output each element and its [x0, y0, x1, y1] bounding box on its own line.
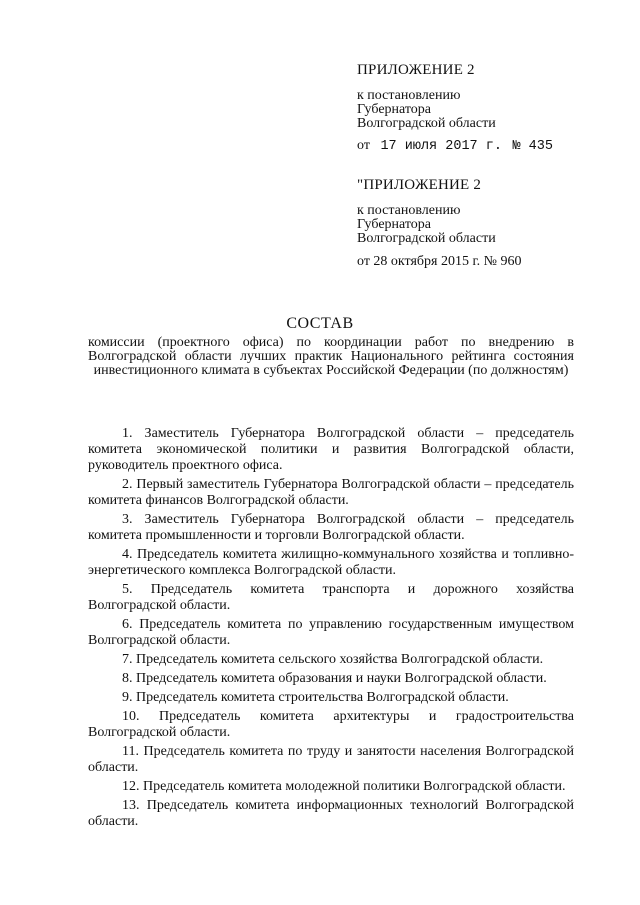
- member-item: 4. Председатель комитета жилищно-коммунального хозяйства и топливно-энергетического комплекса Волгоградской области.: [88, 547, 574, 578]
- appendix-date-prefix: от: [357, 138, 370, 153]
- member-item: 7. Председатель комитета сельского хозяйства Волгоградской области.: [122, 652, 544, 667]
- original-appendix-region: Волгоградской области: [357, 231, 496, 246]
- member-item: 2. Первый заместитель Губернатора Волгоградской области – председатель комитета финансов Волгоградской области.: [88, 477, 574, 508]
- appendix-number: № 435: [512, 139, 553, 154]
- member-item: 1. Заместитель Губернатора Волгоградской области – председатель комитета экономической политики и развития Волгоградской области, руководитель проектного офиса.: [88, 426, 574, 473]
- appendix-to-decree: к постановлению: [357, 88, 461, 103]
- member-item: 9. Председатель комитета строительства Волгоградской области.: [122, 690, 509, 705]
- member-item: 8. Председатель комитета образования и науки Волгоградской области.: [122, 671, 547, 686]
- appendix-region: Волгоградской области: [357, 116, 496, 131]
- members-list: [88, 426, 574, 833]
- appendix-date-line: [357, 138, 553, 155]
- member-item: 10. Председатель комитета архитектуры и градостроительства Волгоградской области.: [88, 709, 574, 740]
- composition-description: комиссии (проектного офиса) по координации работ по внедрению в Волгоградской области лучших практик Национального рейтинга состояния инвестиционного климата в субъектах Российской Федерации (по должностям): [88, 335, 574, 378]
- member-item: 11. Председатель комитета по труду и занятости населения Волгоградской области.: [88, 744, 574, 775]
- member-item: 13. Председатель комитета информационных технологий Волгоградской области.: [88, 798, 574, 829]
- original-appendix-governor: Губернатора: [357, 217, 432, 232]
- member-item: 5. Председатель комитета транспорта и дорожного хозяйства Волгоградской области.: [88, 582, 574, 613]
- member-item: 3. Заместитель Губернатора Волгоградской области – председатель комитета промышленности и торговли Волгоградской области.: [88, 512, 574, 543]
- appendix-header: [357, 62, 627, 131]
- original-appendix-title: "ПРИЛОЖЕНИЕ 2: [357, 177, 482, 193]
- appendix-governor: Губернатора: [357, 102, 432, 117]
- appendix-date: 17 июля 2017 г.: [380, 139, 502, 154]
- appendix-title: ПРИЛОЖЕНИЕ 2: [357, 62, 475, 78]
- original-appendix-date-line: от 28 октября 2015 г. № 960: [357, 254, 522, 269]
- member-item: 6. Председатель комитета по управлению государственным имуществом Волгоградской области.: [88, 617, 574, 648]
- member-item: 12. Председатель комитета молодежной политики Волгоградской области.: [122, 779, 566, 794]
- composition-heading: СОСТАВ: [286, 315, 354, 332]
- original-appendix-to-decree: к постановлению: [357, 203, 461, 218]
- original-appendix-header: [357, 177, 627, 246]
